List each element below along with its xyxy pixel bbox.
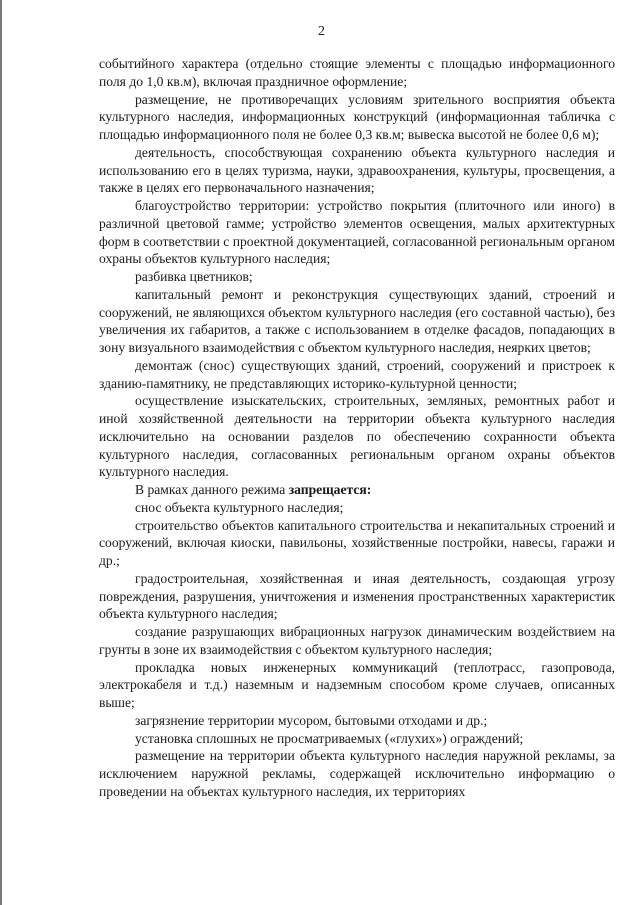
paragraph: благоустройство территории: устройство покрытия (плиточного или иного) в различной цветовой гамме; устройство элементов освещения, малых архитектурных форм в соответствии с проектной документацией, согласованной региональным органом охраны объектов культурного наследия;	[99, 198, 615, 267]
document-body	[99, 55, 615, 801]
prohibited-item: установка сплошных не просматриваемых («глухих») ограждений;	[135, 730, 524, 746]
prohibited-item: загрязнение территории мусором, бытовыми отходами и др.;	[135, 712, 488, 728]
paragraph: демонтаж (снос) существующих зданий, строений, сооружений и пристроек к зданию-памятнику, не представляющих историко-культурной ценности;	[99, 357, 615, 391]
prohibited-item: градостроительная, хозяйственная и иная деятельность, создающая угрозу повреждения, разрушения, уничтожения и изменения пространственных характеристик объекта культурного наследия;	[99, 570, 615, 622]
prohibited-item: размещение на территории объекта культурного наследия наружной рекламы, за исключением наружной рекламы, содержащей исключительно информацию о проведении на объектах культурного наследия, их территориях	[99, 748, 615, 799]
paragraph: осуществление изыскательских, строительных, земляных, ремонтных работ и иной хозяйственной деятельности на территории объекта культурного наследия исключительно на основании разделов по обеспечению сохранности объекта культурного наследия, согласованных региональным органом охраны объектов культурного наследия.	[99, 393, 615, 480]
paragraph: разбивка цветников;	[135, 269, 253, 284]
page-number: 2	[318, 24, 325, 39]
prohibited-item: прокладка новых инженерных коммуникаций (теплотрасс, газопровода, электрокабеля и т.д.) наземным и надземным способом кроме случаев, описанных выше;	[99, 659, 615, 710]
regime-intro: В рамках данного режима	[135, 482, 289, 497]
paragraph: деятельность, способствующая сохранению объекта культурного наследия и использованию его в целях туризма, науки, здравоохранения, культуры, просвещения, а также в целях его первоначального назначения;	[99, 144, 615, 196]
paragraph: капитальный ремонт и реконструкция существующих зданий, строений и сооружений, не являющихся объектом культурного наследия (его составной частью), без увеличения их габаритов, а также с использованием в отделке фасадов, попадающих в зону визуального взаимодействия с объектом культурного наследия, неярких цветов;	[99, 286, 615, 355]
prohibited-item: снос объекта культурного наследия;	[135, 499, 344, 515]
paragraph: событийного характера (отдельно стоящие элементы с площадью информационного поля до 1,0 кв.м), включая праздничное оформление;	[99, 56, 615, 89]
prohibited-item: строительство объектов капитального строительства и некапитальных строений и сооружений, включая киоски, павильоны, хозяйственные постройки, навесы, гаражи и др.;	[99, 517, 615, 568]
regime-heading	[99, 481, 615, 499]
regime-prohibited-label: запрещается:	[288, 482, 372, 497]
prohibited-item: создание разрушающих вибрационных нагрузок динамическим воздействием на грунты в зоне их взаимодействия с объектом культурного наследия;	[99, 624, 615, 657]
paragraph: размещение, не противоречащих условиям зрительного восприятия объекта культурного наследия, информационных конструкций (информационная табличка с площадью информационного поля не более 0,3 кв.м; вывеска высотой не более 0,6 м);	[99, 91, 615, 142]
